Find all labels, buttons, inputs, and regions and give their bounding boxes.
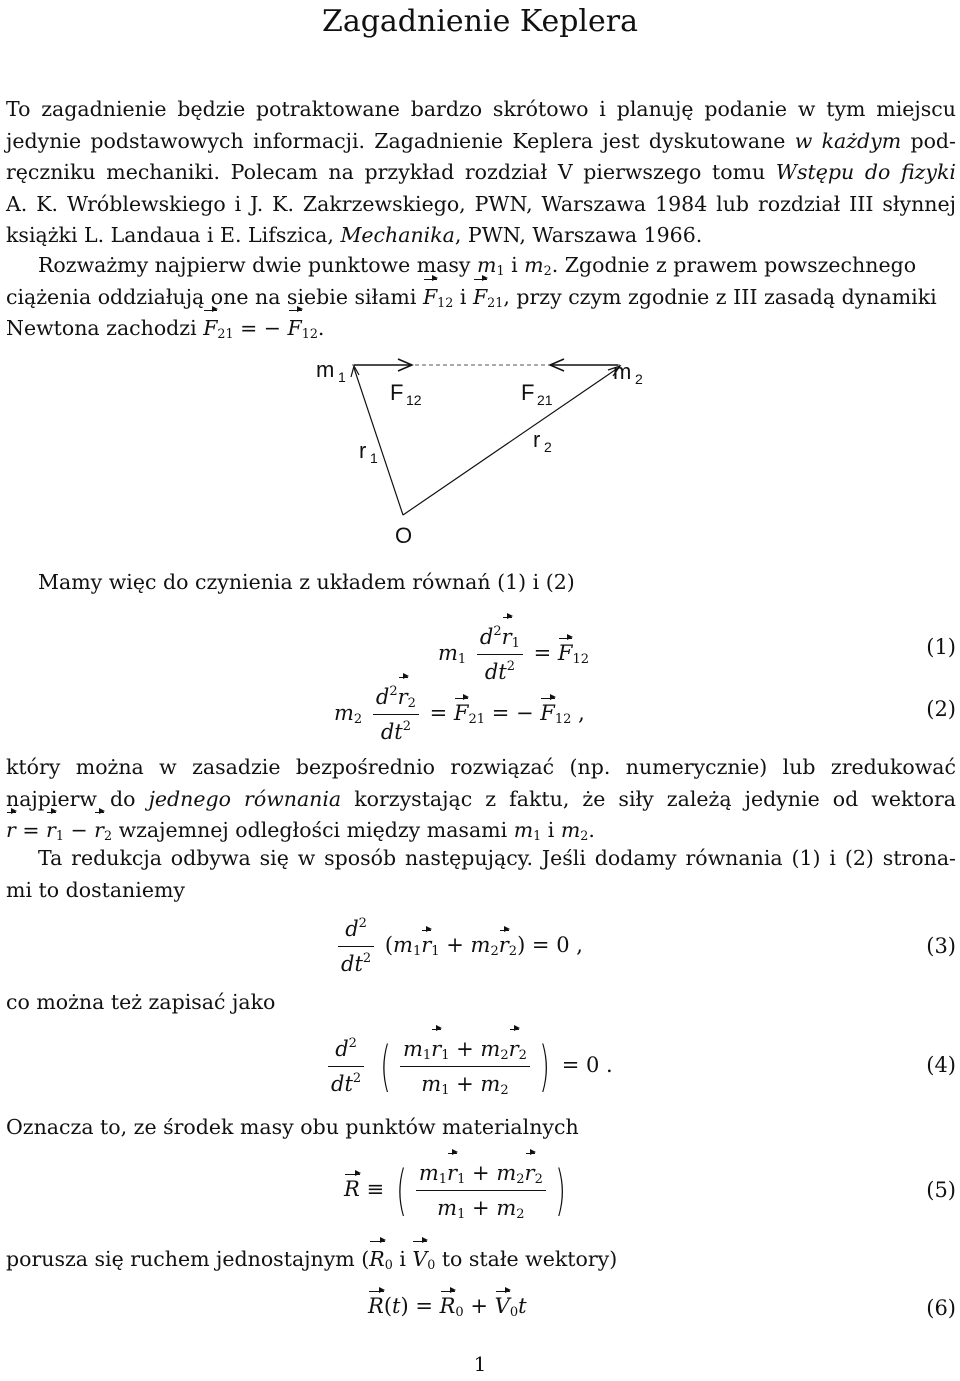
r1-subscript: 1 (370, 450, 378, 466)
intro-line-1: To zagadnienie będzie potraktowane bardzo skrótowo i planuję podanie w tym miejscu (6, 97, 956, 121)
r2-subscript: 2 (544, 439, 552, 455)
intro-line-5: książki L. Landaua i E. Lifszica, Mechanika, PWN, Warszawa 1966. (6, 223, 703, 247)
F12-label: F (390, 380, 404, 405)
alt-form-text: co można też zapisać jako (6, 990, 276, 1014)
equation-number-2: (2) (926, 697, 956, 721)
r1-label: r (359, 438, 367, 463)
F21-subscript: 21 (537, 392, 553, 408)
equation-4: $\frac{d^2}{dt^2}$ ( $\frac{m_1r_1 + m_2r_2}{m_1 + m_2}$ ) = 0 . (324, 1032, 613, 1101)
intro-line-4: A. K. Wróblewskiego i J. K. Zakrzewskiego, PWN, Warszawa 1984 lub rozdział III słynnej (6, 191, 956, 216)
reduction-line-2: najpierw do jednego równania korzystając z faktu, że siły zależą jedynie od wektora (6, 786, 957, 811)
equation-6: $R(t) = R_0 + V_0t$ (368, 1294, 527, 1320)
sum-line-1: Ta redukcja odbywa się w sposób następujący. Jeśli dodamy równania (1) i (2) strona- (38, 846, 956, 870)
equation-number-3: (3) (926, 934, 956, 958)
center-of-mass-text: Oznacza to, ze środek masy obu punktów materialnych (6, 1115, 579, 1139)
equation-number-6: (6) (926, 1296, 956, 1320)
equation-number-4: (4) (926, 1053, 956, 1077)
equation-number-5: (5) (926, 1178, 956, 1202)
sum-line-2: mi to dostaniemy (6, 877, 185, 902)
r2-vector (403, 368, 618, 515)
page-title: Zagadnienie Keplera (321, 4, 639, 39)
masses-paragraph (6, 250, 956, 345)
reduction-line-1: który można w zasadzie bezpośrednio rozwiązać (np. numerycznie) lub zredukować (6, 755, 956, 779)
equation-3: $\frac{d^2}{dt^2}$ $(m_1r_1 + m_2r_2) = 0$ , (334, 912, 583, 981)
F21-label: F (521, 380, 535, 405)
uniform-motion-text: porusza się ruchem jednostajnym ($R_0$ i $V_0$ to stałe wektory) (6, 1244, 956, 1276)
m1-label: m (316, 357, 335, 382)
m1-subscript: 1 (338, 369, 346, 385)
sum-paragraph (6, 843, 956, 906)
equation-5: R ≡ ( $\frac{m_1r_1 + m_2r_2}{m_1 + m_2}$ ) (344, 1156, 571, 1225)
equation-number-1: (1) (926, 635, 956, 659)
page-number: 1 (473, 1352, 487, 1376)
m2-subscript: 2 (635, 371, 643, 387)
intro-paragraph (6, 94, 956, 252)
equation-1: $m_1$ $\frac{d^2r_1}{dt^2}$ = $F_{12}$ (438, 620, 589, 689)
masses-line-3: Newtona zachodzi $F_{21}$ = − $F_{12}$. (6, 313, 956, 345)
masses-line-1: Rozważmy najpierw dwie punktowe masy $m_1$ i $m_2$. Zgodnie z prawem powszechnego (38, 253, 917, 278)
origin-label: O (395, 523, 413, 548)
reduction-line-3: $r = r_1 - r_2$ wzajemnej odległości między masami $m_1$ i $m_2$. (6, 815, 956, 847)
reduction-paragraph (6, 752, 956, 847)
F12-subscript: 12 (406, 392, 422, 408)
equation-2: $m_2$ $\frac{d^2r_2}{dt^2}$ = $F_{21}$ = − $F_{12}$ , (334, 680, 585, 749)
intro-line-2: jedynie podstawowych informacji. Zagadnienie Keplera jest dyskutowane w każdym pod- (6, 128, 956, 153)
r2-label: r (533, 427, 541, 452)
intro-line-3: ręczniku mechaniki. Polecam na przykład rozdział V pierwszego tomu Wstępu do fizyki (6, 160, 956, 184)
two-body-diagram (300, 355, 680, 555)
system-intro: Mamy więc do czynienia z układem równań (1) i (2) (38, 570, 575, 594)
masses-line-2: ciążenia oddziałują one na siebie siłami $F_{12}$ i $F_{21}$, przy czym zgodnie z III zasadą dynamiki (6, 282, 956, 314)
m2-label: m (613, 359, 632, 384)
